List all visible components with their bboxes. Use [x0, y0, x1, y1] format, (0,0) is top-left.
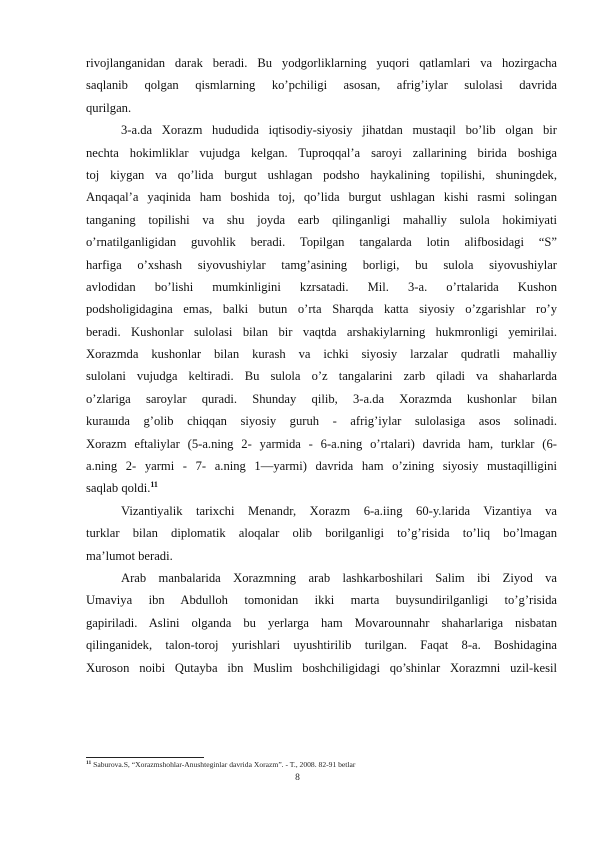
- text-line: beradi. Kushonlar sulolasi bilan bir vaqtda arshakiylarning hukmronligi yemirilai.: [86, 324, 557, 339]
- text-line: turklar bilan diplomatik aloqalar olib borilganligi to’g’risida to’liq bo’lmagan: [86, 526, 557, 541]
- footnote: [86, 760, 355, 769]
- text-line: toj kiygan va qo’lida burgut ushlagan podsho haykalining topilishi, shuningdek,: [86, 167, 557, 182]
- text-line: Xuroson noibi Qutayba ibn Muslim boshchiligidagi qo’shinlar Xorazmni uzil-kesil: [86, 660, 557, 675]
- paragraph-2: [86, 119, 557, 500]
- text-line: ma’lumot beradi.: [86, 548, 173, 563]
- text-line: qilinganidek, talon-toroj yurishlari uyushtirilib turilgan. Faqat 8-a. Boshidagina: [86, 638, 557, 653]
- text-line: Arab manbalarida Xorazmning arab lashkarboshilari Salim ibi Ziyod va: [121, 570, 557, 585]
- text-line: Vizantiyalik tarixchi Menandr, Xorazm 6-a.iing 60-y.larida Vizantiya va: [121, 503, 557, 518]
- text-line: Umaviya ibn Abdulloh tomonidan ikki marta buysundirilganligi to’g’risida: [86, 593, 557, 608]
- text-line: avlodidan bo’lishi mumkinligini kzrsatadi. Mil. 3-a. o’rtalarida Kushon: [86, 279, 557, 294]
- footnote-number: 11: [86, 760, 92, 766]
- text-line: o’zlariga saroylar quradi. Shunday qilib, 3-a.da Xorazmda kushonlar bilan: [86, 391, 557, 406]
- footnote-reference[interactable]: 11: [150, 480, 158, 490]
- page-number: 8: [295, 773, 300, 783]
- text-line: o’rnatilganligidan guvohlik beradi. Topilgan tangalarda lotin alifbosidagi “S”: [86, 235, 557, 250]
- document-body: [86, 52, 557, 679]
- text-line: sulolani vujudga keltiradi. Bu sulola o’z tangalarini zarb qiladi va shaharlarda: [86, 369, 557, 384]
- text-line-content: saqlab qoldi.: [86, 481, 151, 496]
- text-line: qurilgan.: [86, 100, 132, 115]
- text-line: Anqaqal’a yaqinida ham boshida toj, qo’lida burgut ushlagan kishi rasmi solingan: [86, 190, 557, 205]
- text-line: saqlanib qolgan qismlarning ko’pchiligi asosan, afrig’iylar sulolasi davrida: [86, 78, 557, 93]
- text-line: a.ning 2- yarmi - 7- a.ning 1—yarmi) davrida ham o’zining siyosiy mustaqilligini: [86, 459, 557, 474]
- paragraph-3: [86, 500, 557, 567]
- footnote-text: Saburova.S, “Xorazmshohlar-Anushteginlar davrida Xorazm”. - T., 2008. 82-91 betlar: [93, 760, 356, 769]
- text-line: tanganing topilishi va shu joyda earb qilinganligi mahalliy sulola hokimiyati: [86, 212, 557, 227]
- text-line: 3-a.da Xorazm hududida iqtisodiy-siyosiy jihatdan mustaqil bo’lib olgan bir: [121, 123, 557, 138]
- text-line: Xorazmda kushonlar bilan kurash va ichki siyosiy larzalar qudratli mahalliy: [86, 347, 557, 362]
- text-line: podsholigidagina emas, balki butun o’rta Sharqda katta siyosiy o’zgarishlar ro’y: [86, 302, 557, 317]
- text-line: Xorazm eftaliylar (5-a.ning 2- yarmida - 6-a.ning o’rtalari) davrida ham, turklar (6-: [86, 436, 557, 451]
- text-line: harfiga o’xshash siyovushiylar tamg’asining borligi, bu sulola siyovushiylar: [86, 257, 557, 272]
- text-line: kuraшda g’olib chiqqan siyosiy guruh - afrig’iylar sulolasiga asos solinadi.: [86, 414, 557, 429]
- text-line: rivojlanganidan darak beradi. Bu yodgorliklarning yuqori qatlamlari va hozirgacha: [86, 56, 557, 70]
- text-line: [86, 477, 557, 499]
- paragraph-4: [86, 567, 557, 679]
- paragraph-1: [86, 52, 557, 119]
- text-line: gapiriladi. Aslini olganda bu yerlarga ham Movarounnahr shaharlariga nisbatan: [86, 615, 557, 630]
- text-line: nechta hokimliklar vujudga kelgan. Tuproqqal’a saroyi zallarining birida boshiga: [86, 145, 557, 160]
- footnote-separator: [86, 757, 204, 758]
